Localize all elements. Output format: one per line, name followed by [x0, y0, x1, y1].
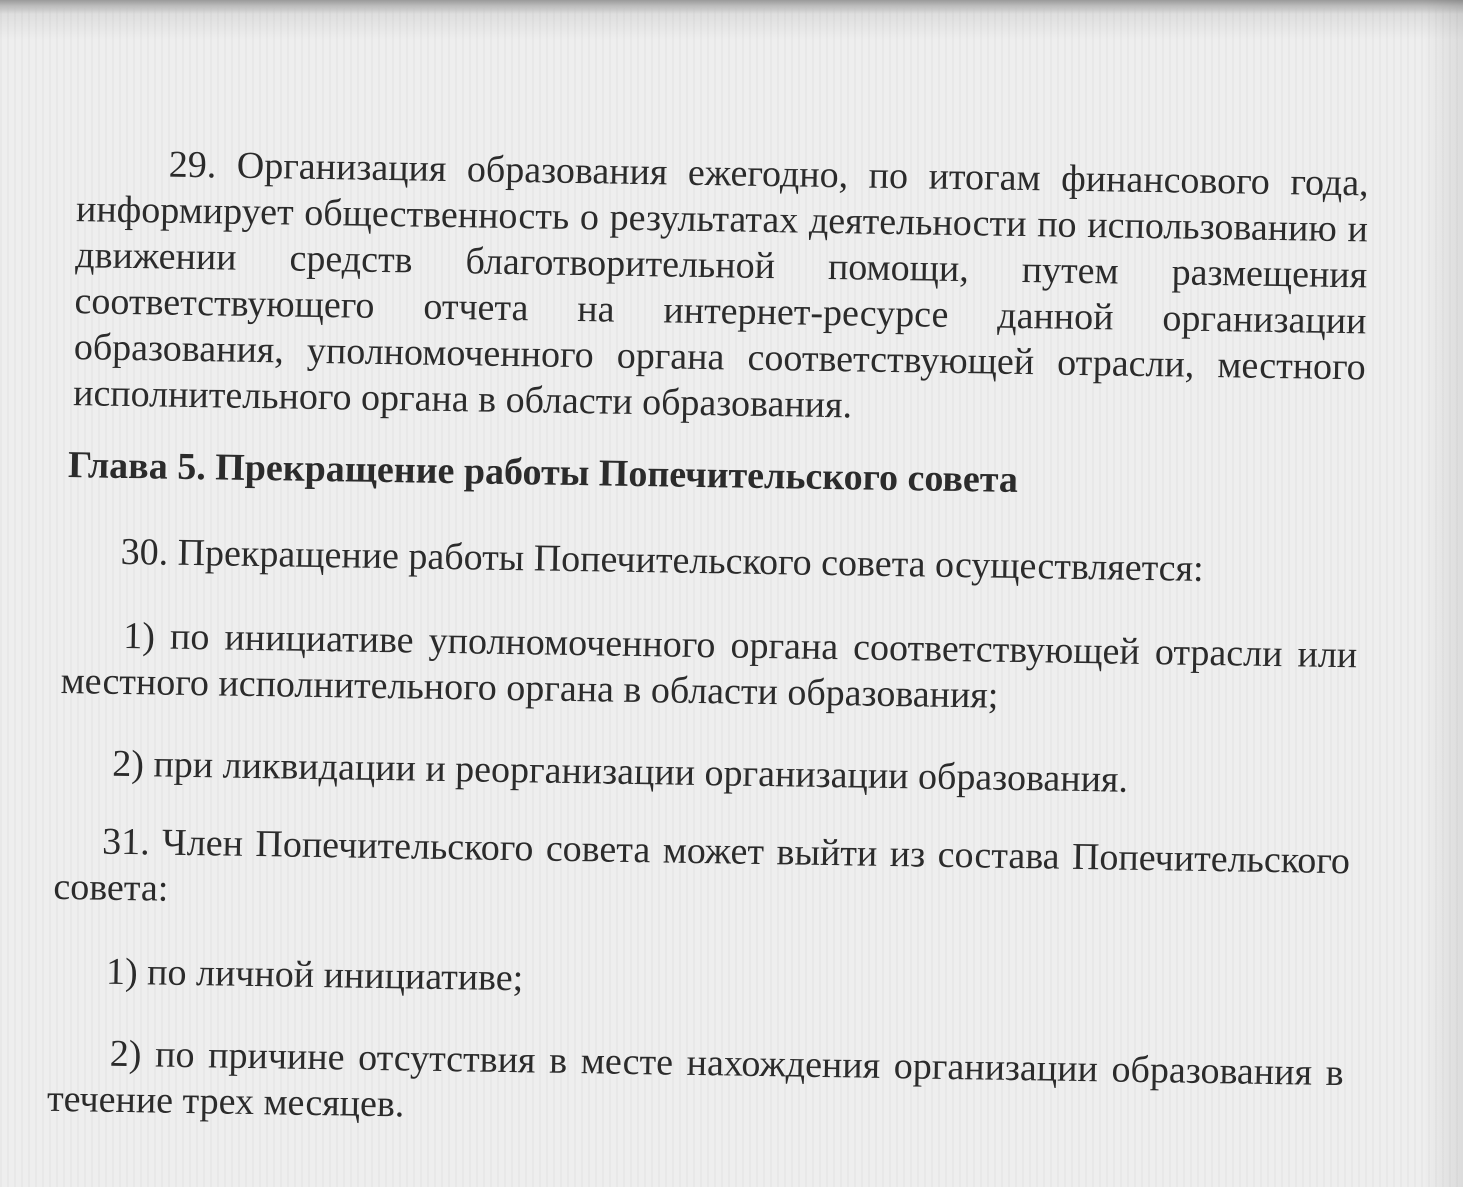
paragraph-31-item-2: 2) по причине отсутствия в месте нахождения организации образования в течение трех месяцев.	[46, 1032, 1344, 1126]
paragraph-30: 30. Прекращение работы Попечительского совета осуществляется:	[120, 530, 1204, 590]
chapter-5-heading: Глава 5. Прекращение работы Попечительского совета	[67, 444, 1019, 501]
paragraph-31-item-1: 1) по личной инициативе;	[105, 950, 524, 1000]
paragraph-30-item-1: 1) по инициативе уполномоченного органа соответствующей отрасли или местного исполнительного органа в области образования;	[60, 614, 1358, 717]
paragraph-29: 29. Организация образования ежегодно, по итогам финансового года, информирует общественность о результатах деятельности по использованию и движении средств благотворительной помощи, путем размещения соответствующего отчета на интернет-ресурсе данной организации образования, уполномоченного органа соответствующей отрасли, местного исполнительного органа в области образования.	[72, 143, 1369, 427]
paragraph-31: 31. Член Попечительского совета может выйти из состава Попечительского совета:	[53, 820, 1351, 910]
paragraph-30-item-2: 2) при ликвидации и реорганизации организации образования.	[112, 742, 1129, 801]
